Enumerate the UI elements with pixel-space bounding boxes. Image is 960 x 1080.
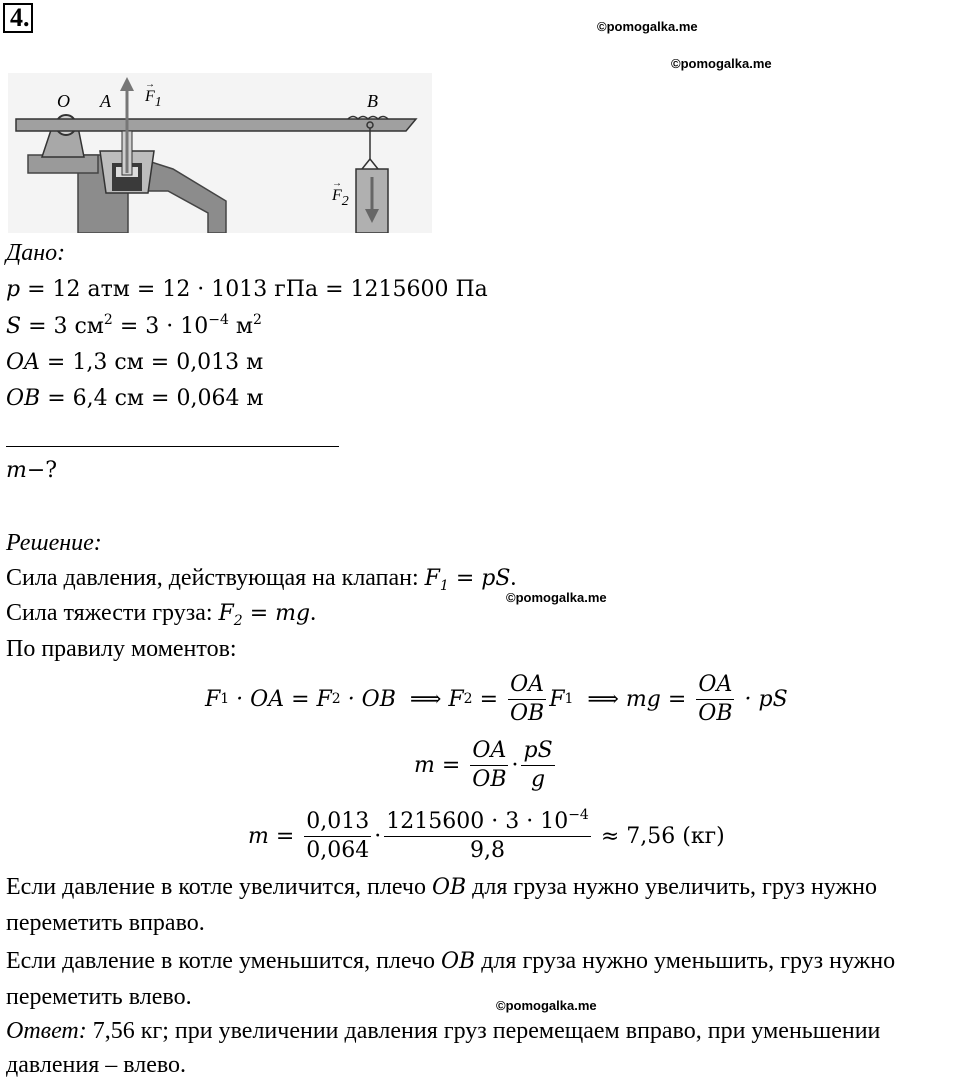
watermark: ©pomogalka.me (496, 998, 597, 1013)
problem-number: 4. (3, 3, 33, 33)
find-unknown: m−? (6, 458, 58, 483)
paragraph-increase-cont: переметить вправо. (6, 910, 205, 936)
paragraph-increase: Если давление в котле увеличится, плечо OB для груза нужно увеличить, груз нужно (6, 874, 877, 900)
label-o: O (57, 91, 70, 111)
paragraph-decrease: Если давление в котле уменьшится, плечо OB для груза нужно уменьшить, груз нужно (6, 948, 896, 974)
watermark: ©pomogalka.me (506, 590, 607, 605)
answer-line-cont: давления – влево. (6, 1052, 187, 1078)
fraction: $\frac{OA}{OB}$ (472, 737, 507, 792)
equation-mass-numeric: m = $\frac{0,013}{0,064}$ · $\frac{1215600 \cdot 3 \cdot 10^{-4}}{9,8}$ ≈ 7,56 (кг) (248, 806, 725, 863)
fraction: $\frac{pS}{g}$ (523, 737, 553, 792)
paragraph-decrease-cont: переметить влево. (6, 984, 192, 1010)
equation-mass-formula: m = $\frac{OA}{OB}$ · $\frac{pS}{g}$ (414, 737, 553, 792)
lever-figure (8, 73, 432, 233)
label-f1: → $F_1$ (145, 79, 162, 110)
watermark: ©pomogalka.me (597, 19, 698, 34)
fraction: $\frac{0,013}{0,064}$ (306, 808, 370, 863)
given-oa: OA = 1,3 см = 0,013 м (6, 350, 264, 375)
given-area: S = 3 $см^2 = 3 \cdot 10^{-4}$ $м^2$ (6, 312, 262, 339)
given-heading: Дано: (6, 240, 66, 266)
fraction: $\frac{OA}{OB}$ (698, 671, 733, 726)
given-pressure: p = 12 атм = 12 · 1013 гПа = 1215600 Па (6, 277, 488, 302)
solution-line-1: Сила давления, действующая на клапан: $F_1$ = pS. (6, 565, 517, 594)
answer-line: Ответ: 7,56 кг; при увеличении давления груз перемещаем вправо, при уменьшении (6, 1018, 881, 1044)
given-divider (6, 446, 339, 447)
watermark: ©pomogalka.me (671, 56, 772, 71)
given-ob: OB = 6,4 см = 0,064 м (6, 386, 264, 411)
fraction: $\frac{OA}{OB}$ (510, 671, 545, 726)
label-b: B (367, 91, 378, 111)
solution-line-2: Сила тяжести груза: $F_2$ = mg. (6, 600, 317, 629)
fraction: $\frac{1215600 \cdot 3 \cdot 10^{-4}}{9,8}$ (386, 806, 589, 863)
label-f2: → $F_2$ (332, 178, 349, 209)
equation-moments: F 1 · OA = F 2 · OB ⟹ F 2 = $\frac{OA}{OB}$ F 1 ⟹ mg = $\frac{OA}{OB}$ · pS (205, 671, 788, 726)
solution-line-3: По правилу моментов: (6, 636, 237, 662)
solution-heading: Решение: (6, 530, 102, 556)
label-a: A (100, 91, 111, 111)
